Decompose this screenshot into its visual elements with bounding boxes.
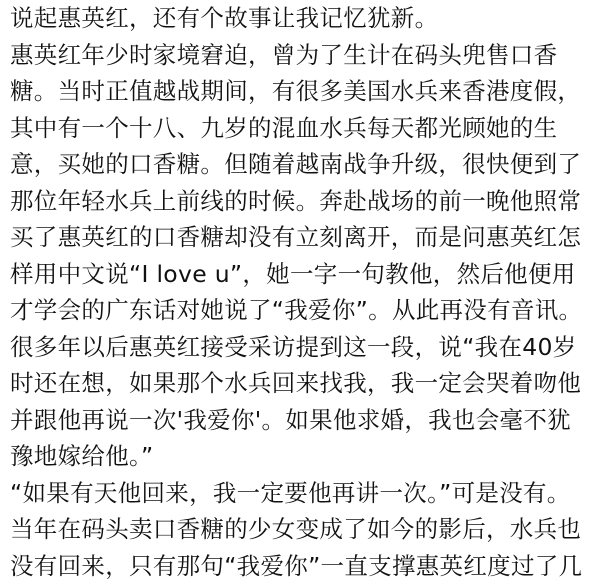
article-text — [10, 0, 596, 584]
text-line: 其中有一个十八、九岁的混血水兵每天都光顾她的生 — [10, 110, 596, 147]
text-line: 说起惠英红，还有个故事让我记忆犹新。 — [10, 0, 596, 37]
text-line: 买了惠英红的口香糖却没有立刻离开，而是问惠英红怎 — [10, 219, 596, 256]
text-line: 没有回来，只有那句“我爱你”一直支撑惠英红度过了几 — [10, 548, 596, 584]
text-line: 并跟他再说一次'我爱你'。如果他求婚，我也会毫不犹 — [10, 402, 596, 439]
text-line: 糖。当时正值越战期间，有很多美国水兵来香港度假， — [10, 73, 596, 110]
text-line: 时还在想，如果那个水兵回来找我，我一定会哭着吻他 — [10, 365, 596, 402]
text-line: 当年在码头卖口香糖的少女变成了如今的影后，水兵也 — [10, 511, 596, 548]
text-line: 意，买她的口香糖。但随着越南战争升级，很快便到了 — [10, 146, 596, 183]
text-line: 惠英红年少时家境窘迫，曾为了生计在码头兜售口香 — [10, 37, 596, 74]
text-line: “如果有天他回来，我一定要他再讲一次。”可是没有。 — [10, 475, 596, 512]
text-line: 样用中文说“I love u”，她一字一句教他，然后他便用 — [10, 256, 596, 293]
text-line: 才学会的广东话对她说了“我爱你”。从此再没有音讯。 — [10, 292, 596, 329]
text-line: 那位年轻水兵上前线的时候。奔赴战场的前一晚他照常 — [10, 183, 596, 220]
text-line: 很多年以后惠英红接受采访提到这一段，说“我在40岁 — [10, 329, 596, 366]
text-line: 豫地嫁给他。” — [10, 438, 596, 475]
